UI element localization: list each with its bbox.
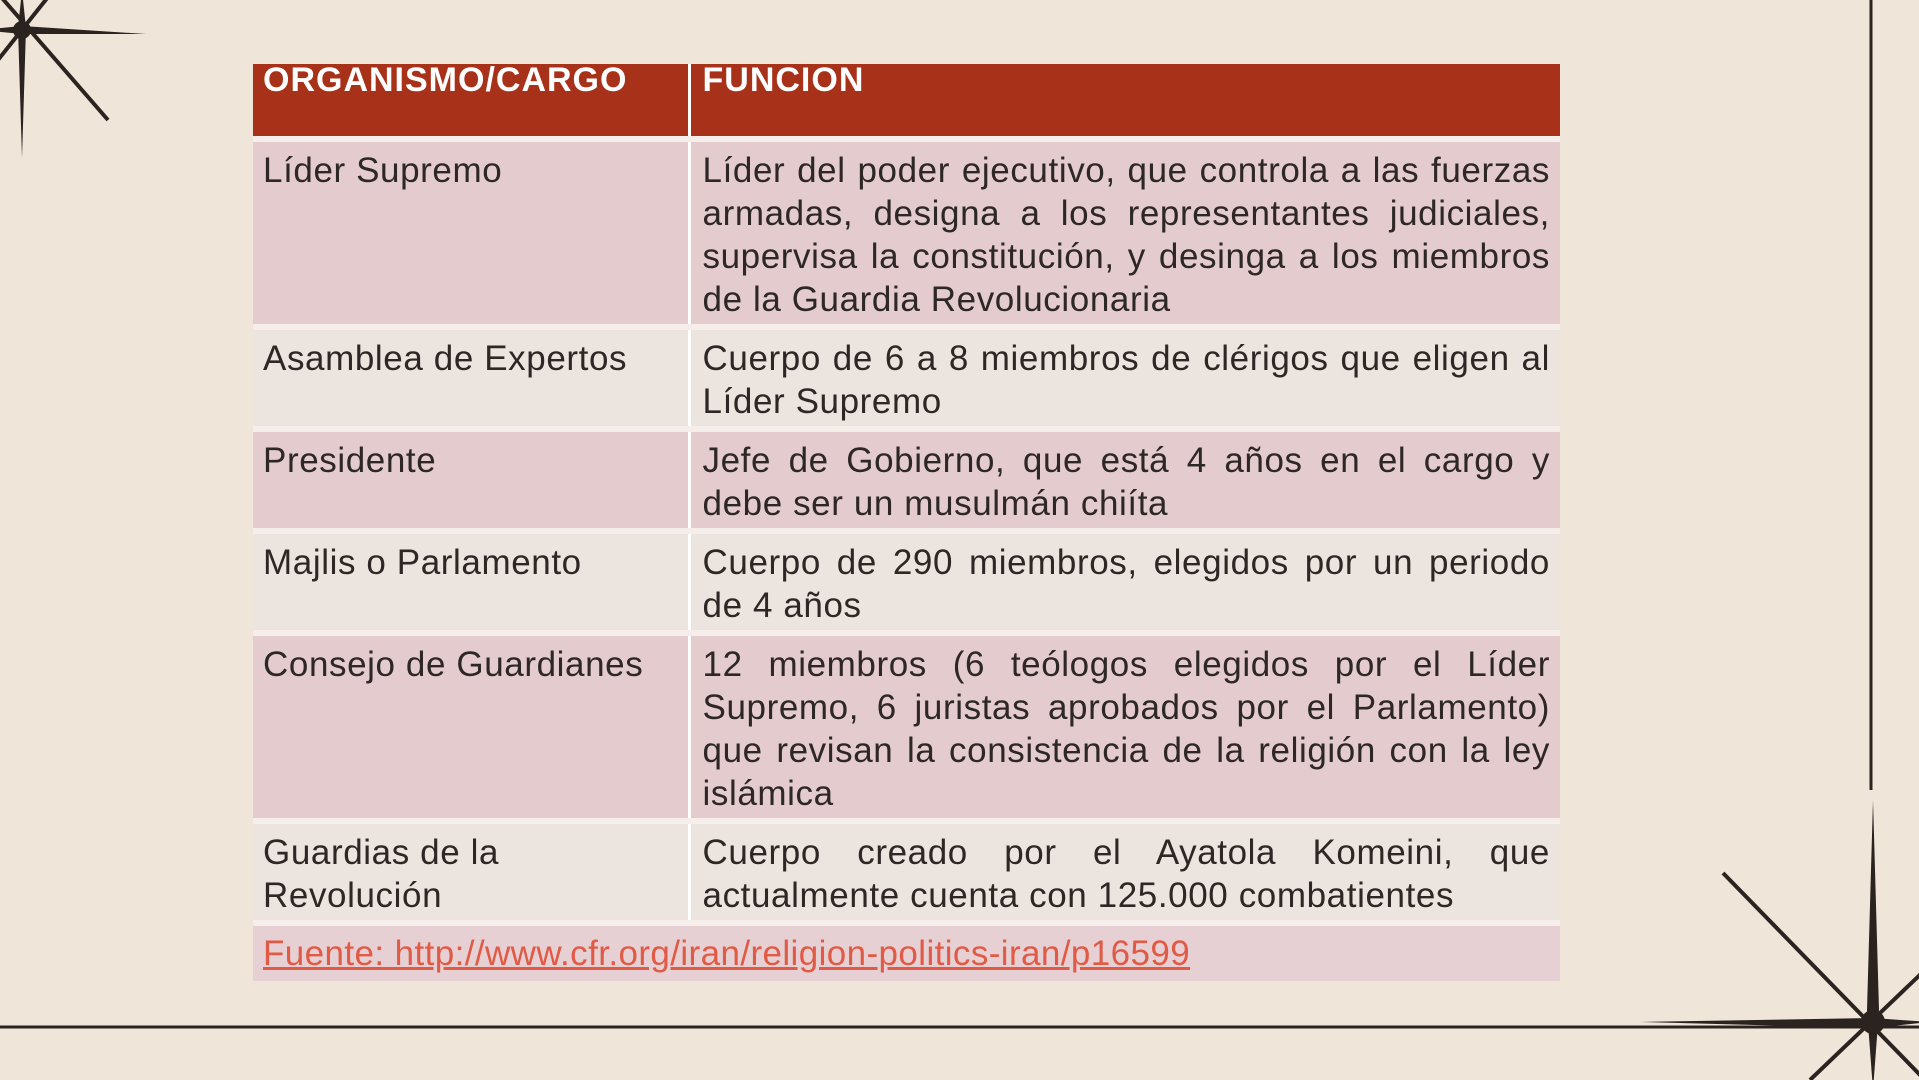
cell-funcion: Líder del poder ejecutivo, que controla a las fuerzas armadas, designa a los representantes judiciales, supervisa la constitución, y desinga a los miembros de la Guardia Revolucionaria: [689, 139, 1560, 327]
source-row: [253, 923, 1560, 981]
column-header-funcion: FUNCION: [689, 64, 1560, 139]
table-row: [253, 531, 1560, 633]
cell-organismo: Asamblea de Expertos: [253, 327, 689, 429]
cell-organismo: Guardias de la Revolución: [253, 821, 689, 923]
sparkle-star-icon: [0, 0, 146, 158]
source-link[interactable]: Fuente: http://www.cfr.org/iran/religion-politics-iran/p16599: [263, 934, 1191, 973]
source-cell: [253, 923, 1560, 981]
government-bodies-table: [253, 61, 1560, 981]
cell-organismo: Consejo de Guardianes: [253, 633, 689, 821]
column-header-organismo: ORGANISMO/CARGO: [253, 64, 689, 139]
cell-funcion: Cuerpo de 290 miembros, elegidos por un periodo de 4 años: [689, 531, 1560, 633]
table-row: [253, 139, 1560, 327]
cell-funcion: Cuerpo de 6 a 8 miembros de clérigos que eligen al Líder Supremo: [689, 327, 1560, 429]
cell-organismo: Líder Supremo: [253, 139, 689, 327]
table-row: [253, 429, 1560, 531]
cell-organismo: Presidente: [253, 429, 689, 531]
cell-funcion: Cuerpo creado por el Ayatola Komeini, que actualmente cuenta con 125.000 combatientes: [689, 821, 1560, 923]
table-row: [253, 327, 1560, 429]
table-header-row: [253, 64, 1560, 139]
table-row: [253, 633, 1560, 821]
cell-organismo: Majlis o Parlamento: [253, 531, 689, 633]
sparkle-star-icon: [1640, 800, 1919, 1080]
cell-funcion: Jefe de Gobierno, que está 4 años en el cargo y debe ser un musulmán chiíta: [689, 429, 1560, 531]
table-row: [253, 821, 1560, 923]
cell-funcion: 12 miembros (6 teólogos elegidos por el Líder Supremo, 6 juristas aprobados por el Parlamento) que revisan la consistencia de la religión con la ley islámica: [689, 633, 1560, 821]
